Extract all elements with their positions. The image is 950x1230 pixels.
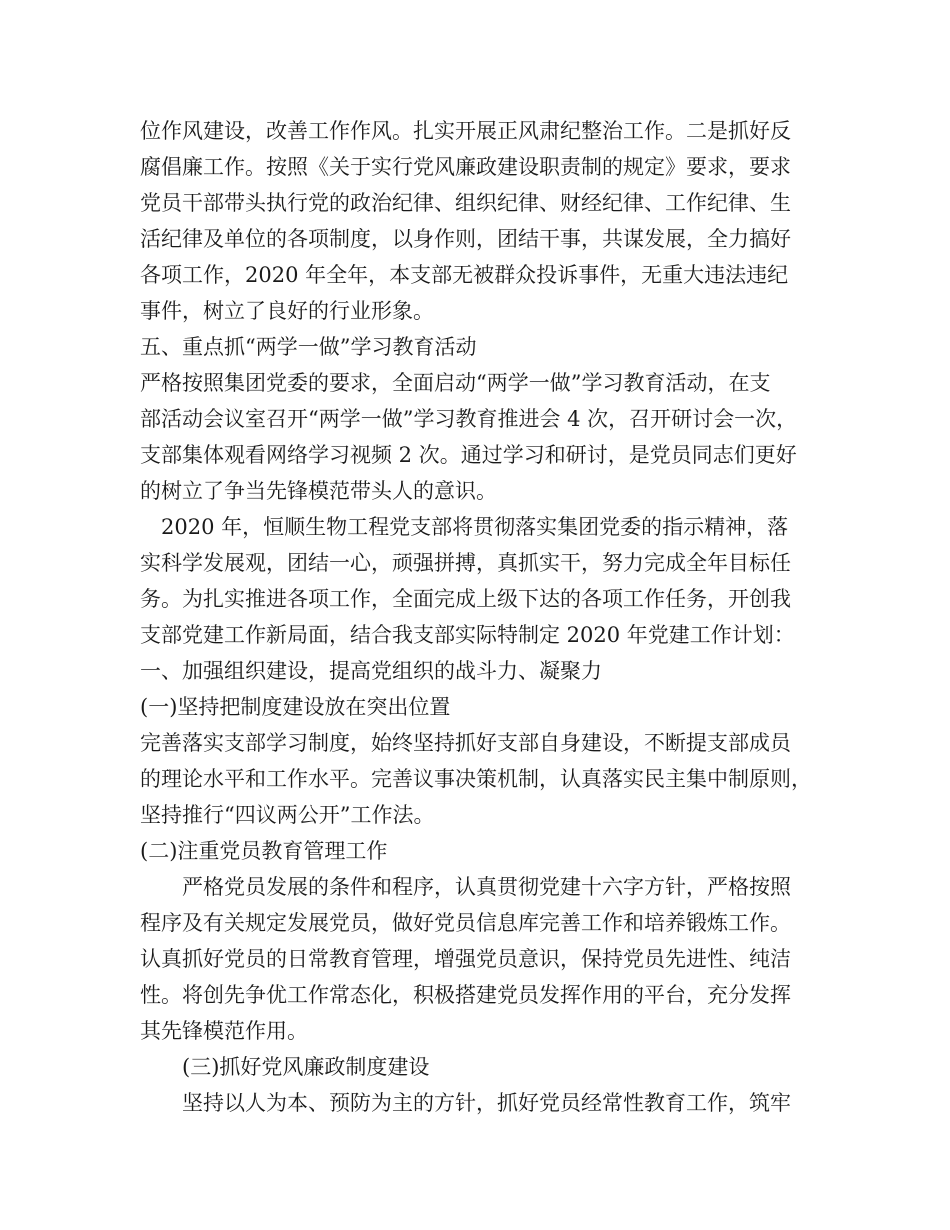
paragraph-line: 党员干部带头执行党的政治纪律、组织纪律、财经纪律、工作纪律、生 bbox=[140, 191, 791, 215]
paragraph-line: 支部集体观看网络学习视频 2 次。通过学习和研讨，是党员同志们更好 bbox=[140, 443, 797, 467]
paragraph-line: 2020 年，恒顺生物工程党支部将贯彻落实集团党委的指示精神，落 bbox=[161, 515, 789, 539]
paragraph-line: 支部党建工作新局面，结合我支部实际特制定 2020 年党建工作计划： bbox=[140, 623, 795, 647]
section-heading: 五、重点抓“两学一做”学习教育活动 bbox=[140, 335, 477, 359]
paragraph-line: 性。将创先争优工作常态化，积极搭建党员发挥作用的平台，充分发挥 bbox=[140, 983, 791, 1007]
paragraph-line: 活纪律及单位的各项制度，以身作则，团结干事，共谋发展，全力搞好 bbox=[140, 227, 791, 251]
paragraph-line: 严格按照集团党委的要求，全面启动“两学一做”学习教育活动，在支 bbox=[140, 371, 771, 395]
subsection-heading: (二)注重党员教育管理工作 bbox=[140, 839, 388, 863]
paragraph-line: 严格党员发展的条件和程序，认真贯彻党建十六字方针，严格按照 bbox=[182, 875, 791, 899]
paragraph-line: 各项工作，2020 年全年，本支部无被群众投诉事件，无重大违法违纪 bbox=[140, 263, 789, 287]
paragraph-line: 部活动会议室召开“两学一做”学习教育推进会 4 次，召开研讨会一次， bbox=[140, 407, 798, 431]
paragraph-line: 认真抓好党员的日常教育管理，增强党员意识，保持党员先进性、纯洁 bbox=[140, 947, 791, 971]
subsection-heading: (一)坚持把制度建设放在突出位置 bbox=[140, 695, 451, 719]
section-heading: 一、加强组织建设，提高党组织的战斗力、凝聚力 bbox=[140, 659, 602, 683]
paragraph-line: 实科学发展观，团结一心，顽强拼搏，真抓实干，努力完成全年目标任 bbox=[140, 551, 791, 575]
paragraph-line: 完善落实支部学习制度，始终坚持抓好支部自身建设，不断提支部成员 bbox=[140, 731, 791, 755]
paragraph-line: 其先锋模范作用。 bbox=[140, 1019, 308, 1043]
paragraph-line: 腐倡廉工作。按照《关于实行党风廉政建设职责制的规定》要求，要求 bbox=[140, 155, 791, 179]
paragraph-line: 事件，树立了良好的行业形象。 bbox=[140, 299, 434, 323]
paragraph-line: 的树立了争当先锋模范带头人的意识。 bbox=[140, 479, 497, 503]
subsection-heading: (三)抓好党风廉政制度建设 bbox=[182, 1055, 430, 1079]
paragraph-line: 程序及有关规定发展党员，做好党员信息库完善工作和培养锻炼工作。 bbox=[140, 911, 791, 935]
paragraph-line: 的理论水平和工作水平。完善议事决策机制，认真落实民主集中制原则， bbox=[140, 767, 812, 791]
paragraph-line: 坚持推行“四议两公开”工作法。 bbox=[140, 803, 435, 827]
paragraph-line: 位作风建设，改善工作作风。扎实开展正风肃纪整治工作。二是抓好反 bbox=[140, 119, 791, 143]
paragraph-line: 坚持以人为本、预防为主的方针，抓好党员经常性教育工作，筑牢 bbox=[182, 1091, 791, 1115]
paragraph-line: 务。为扎实推进各项工作，全面完成上级下达的各项工作任务，开创我 bbox=[140, 587, 791, 611]
